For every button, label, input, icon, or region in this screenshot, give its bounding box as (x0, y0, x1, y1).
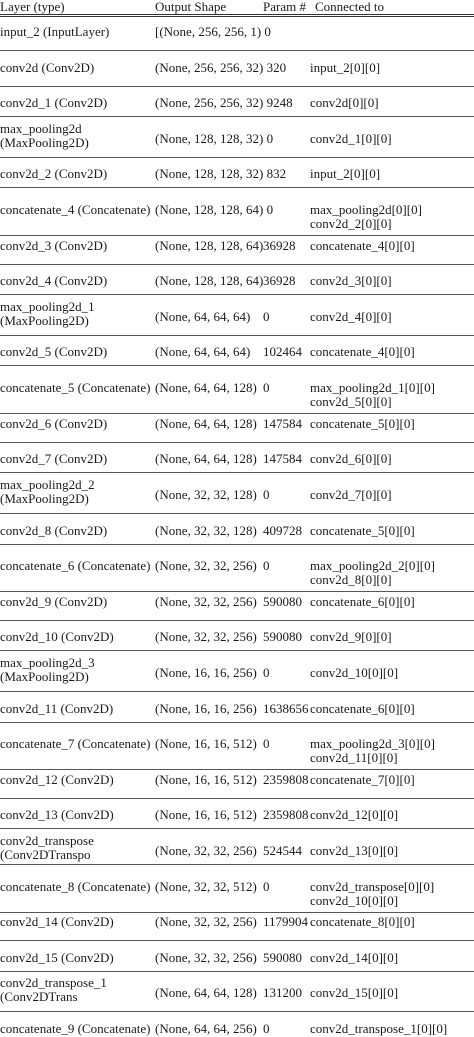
row-divider (0, 50, 474, 51)
param-count-cell: 36928 (263, 273, 296, 288)
layer-type-cell: concatenate_5 (Concatenate) (0, 380, 151, 395)
row-divider (0, 335, 474, 336)
param-count-cell: 1179904 (263, 914, 309, 929)
param-count-cell: 147584 (263, 451, 302, 466)
output-shape-cell: (None, 32, 32, 256) (155, 558, 257, 573)
output-shape-cell: (None, 128, 128, 64) 0 (155, 202, 274, 217)
row-divider (0, 513, 474, 514)
row-divider (0, 828, 474, 829)
output-shape-cell: (None, 64, 64, 64) (155, 309, 251, 324)
layer-type-cell: conv2d_11 (Conv2D) (0, 701, 114, 716)
param-count-cell: 36928 (263, 238, 296, 253)
connected-to-cell: conv2d_13[0][0] (310, 843, 399, 858)
output-shape-cell: (None, 32, 32, 128) (155, 487, 257, 502)
connected-to-cell: concatenate_5[0][0] (310, 523, 415, 538)
layer-type-cell: concatenate_6 (Concatenate) (0, 558, 151, 573)
param-count-cell: 0 (263, 487, 270, 502)
layer-type-cell: max_pooling2d_3 (0, 655, 95, 670)
param-count-cell: 2359808 (263, 772, 309, 787)
layer-type-cell: conv2d (Conv2D) (0, 60, 95, 75)
output-shape-cell: (None, 32, 32, 512) (155, 879, 257, 894)
connected-to-cell: max_pooling2d_1[0][0] (310, 380, 435, 395)
row-divider (0, 864, 474, 865)
header-output-shape: Output Shape (155, 0, 227, 14)
layer-type-cell: conv2d_10 (Conv2D) (0, 629, 114, 644)
connected-to-cell: conv2d_15[0][0] (310, 985, 399, 1000)
layer-type-cell: conv2d_2 (Conv2D) (0, 166, 108, 181)
row-divider (0, 86, 474, 87)
connected-to-cell: conv2d_9[0][0] (310, 629, 392, 644)
row-divider (0, 650, 474, 651)
output-shape-cell: (None, 256, 256, 32) 320 (155, 60, 287, 75)
row-divider (0, 1011, 474, 1012)
output-shape-cell: (None, 16, 16, 256) (155, 665, 257, 680)
connected-to-cell: conv2d_11[0][0] (310, 750, 398, 765)
param-count-cell: 102464 (263, 344, 302, 359)
layer-type-cell: max_pooling2d_2 (0, 477, 95, 492)
row-divider (0, 413, 474, 414)
connected-to-cell: max_pooling2d[0][0] (310, 202, 422, 217)
output-shape-cell: [(None, 256, 256, 1) 0 (155, 24, 271, 39)
layer-type-cell: (MaxPooling2D) (0, 491, 89, 506)
connected-to-cell: conv2d[0][0] (310, 95, 379, 110)
output-shape-cell: (None, 128, 128, 64) (155, 273, 264, 288)
connected-to-cell: conv2d_14[0][0] (310, 950, 399, 965)
row-divider (0, 798, 474, 799)
row-divider (0, 769, 474, 770)
output-shape-cell: (None, 256, 256, 32) 9248 (155, 95, 293, 110)
connected-to-cell: concatenate_6[0][0] (310, 594, 415, 609)
row-divider (0, 294, 474, 295)
layer-type-cell: concatenate_4 (Concatenate) (0, 202, 151, 217)
output-shape-cell: (None, 32, 32, 256) (155, 914, 257, 929)
row-divider (0, 544, 474, 545)
param-count-cell: 0 (263, 309, 270, 324)
connected-to-cell: conv2d_1[0][0] (310, 131, 392, 146)
connected-to-cell: input_2[0][0] (310, 166, 381, 181)
output-shape-cell: (None, 64, 64, 64) (155, 344, 251, 359)
connected-to-cell: conv2d_4[0][0] (310, 309, 392, 324)
param-count-cell: 131200 (263, 985, 302, 1000)
connected-to-cell: max_pooling2d_2[0][0] (310, 558, 435, 573)
param-count-cell: 0 (263, 736, 270, 751)
row-divider (0, 472, 474, 473)
layer-type-cell: (MaxPooling2D) (0, 135, 89, 150)
layer-type-cell: conv2d_8 (Conv2D) (0, 523, 108, 538)
output-shape-cell: (None, 128, 128, 32) 832 (155, 166, 287, 181)
layer-type-cell: conv2d_12 (Conv2D) (0, 772, 114, 787)
output-shape-cell: (None, 64, 64, 128) (155, 985, 257, 1000)
output-shape-cell: (None, 32, 32, 256) (155, 594, 257, 609)
param-count-cell: 0 (263, 558, 270, 573)
param-count-cell: 590080 (263, 594, 302, 609)
param-count-cell: 590080 (263, 629, 302, 644)
layer-type-cell: conv2d_14 (Conv2D) (0, 914, 114, 929)
param-count-cell: 1638656 (263, 701, 309, 716)
connected-to-cell: conv2d_10[0][0] (310, 665, 399, 680)
output-shape-cell: (None, 16, 16, 512) (155, 772, 257, 787)
connected-to-cell: max_pooling2d_3[0][0] (310, 736, 435, 751)
connected-to-cell: concatenate_5[0][0] (310, 416, 415, 431)
layer-type-cell: conv2d_5 (Conv2D) (0, 344, 108, 359)
param-count-cell: 524544 (263, 843, 302, 858)
row-divider (0, 264, 474, 265)
layer-type-cell: (MaxPooling2D) (0, 313, 89, 328)
layer-type-cell: (Conv2DTranspo (0, 847, 91, 862)
connected-to-cell: conv2d_2[0][0] (310, 216, 392, 231)
layer-type-cell: conv2d_6 (Conv2D) (0, 416, 108, 431)
layer-type-cell: concatenate_9 (Concatenate) (0, 1021, 151, 1036)
output-shape-cell: (None, 16, 16, 512) (155, 736, 257, 751)
output-shape-cell: (None, 32, 32, 128) (155, 523, 257, 538)
row-divider (0, 940, 474, 941)
row-divider (0, 235, 474, 236)
layer-type-cell: conv2d_3 (Conv2D) (0, 238, 108, 253)
layer-type-cell: conv2d_4 (Conv2D) (0, 273, 108, 288)
layer-type-cell: input_2 (InputLayer) (0, 24, 110, 39)
header-layer-type: Layer (type) (0, 0, 65, 14)
connected-to-cell: concatenate_4[0][0] (310, 238, 415, 253)
connected-to-cell: conv2d_transpose[0][0] (310, 879, 435, 894)
layer-type-cell: conv2d_7 (Conv2D) (0, 451, 108, 466)
output-shape-cell: (None, 128, 128, 32) 0 (155, 131, 274, 146)
row-divider (0, 591, 474, 592)
connected-to-cell: conv2d_6[0][0] (310, 451, 392, 466)
layer-type-cell: max_pooling2d (0, 121, 82, 136)
connected-to-cell: conv2d_transpose_1[0][0] (310, 1021, 448, 1036)
output-shape-cell: (None, 128, 128, 64) (155, 238, 264, 253)
layer-type-cell: conv2d_9 (Conv2D) (0, 594, 108, 609)
output-shape-cell: (None, 16, 16, 256) (155, 701, 257, 716)
param-count-cell: 0 (263, 380, 270, 395)
connected-to-cell: input_2[0][0] (310, 60, 381, 75)
header-double-rule (0, 14, 474, 17)
row-divider (0, 157, 474, 158)
output-shape-cell: (None, 32, 32, 256) (155, 843, 257, 858)
connected-to-cell: conv2d_7[0][0] (310, 487, 392, 502)
layer-type-cell: conv2d_transpose (0, 833, 94, 848)
param-count-cell: 409728 (263, 523, 302, 538)
row-divider (0, 116, 474, 117)
connected-to-cell: conv2d_10[0][0] (310, 893, 399, 908)
connected-to-cell: concatenate_4[0][0] (310, 344, 415, 359)
row-divider (0, 971, 474, 972)
connected-to-cell: conv2d_3[0][0] (310, 273, 392, 288)
row-divider (0, 620, 474, 621)
layer-type-cell: (Conv2DTrans (0, 989, 78, 1004)
header-connected-to: Connected to (315, 0, 384, 14)
row-divider (0, 442, 474, 443)
connected-to-cell: conv2d_5[0][0] (310, 394, 392, 409)
header-param-count: Param # (263, 0, 306, 14)
layer-type-cell: conv2d_1 (Conv2D) (0, 95, 108, 110)
output-shape-cell: (None, 32, 32, 256) (155, 950, 257, 965)
layer-type-cell: conv2d_15 (Conv2D) (0, 950, 114, 965)
layer-type-cell: concatenate_7 (Concatenate) (0, 736, 151, 751)
row-divider (0, 365, 474, 366)
output-shape-cell: (None, 64, 64, 256) (155, 1021, 257, 1036)
row-divider (0, 187, 474, 188)
output-shape-cell: (None, 32, 32, 256) (155, 629, 257, 644)
layer-type-cell: concatenate_8 (Concatenate) (0, 879, 151, 894)
layer-type-cell: max_pooling2d_1 (0, 299, 95, 314)
param-count-cell: 0 (263, 1021, 270, 1036)
connected-to-cell: concatenate_8[0][0] (310, 914, 415, 929)
row-divider (0, 691, 474, 692)
output-shape-cell: (None, 16, 16, 512) (155, 807, 257, 822)
output-shape-cell: (None, 64, 64, 128) (155, 451, 257, 466)
layer-type-cell: conv2d_13 (Conv2D) (0, 807, 114, 822)
row-divider (0, 722, 474, 723)
connected-to-cell: conv2d_8[0][0] (310, 572, 392, 587)
output-shape-cell: (None, 64, 64, 128) (155, 416, 257, 431)
param-count-cell: 2359808 (263, 807, 309, 822)
param-count-cell: 147584 (263, 416, 302, 431)
row-divider (0, 912, 474, 913)
param-count-cell: 590080 (263, 950, 302, 965)
output-shape-cell: (None, 64, 64, 128) (155, 380, 257, 395)
layer-type-cell: (MaxPooling2D) (0, 669, 89, 684)
connected-to-cell: conv2d_12[0][0] (310, 807, 399, 822)
connected-to-cell: concatenate_6[0][0] (310, 701, 415, 716)
param-count-cell: 0 (263, 879, 270, 894)
param-count-cell: 0 (263, 665, 270, 680)
layer-type-cell: conv2d_transpose_1 (0, 975, 107, 990)
connected-to-cell: concatenate_7[0][0] (310, 772, 415, 787)
